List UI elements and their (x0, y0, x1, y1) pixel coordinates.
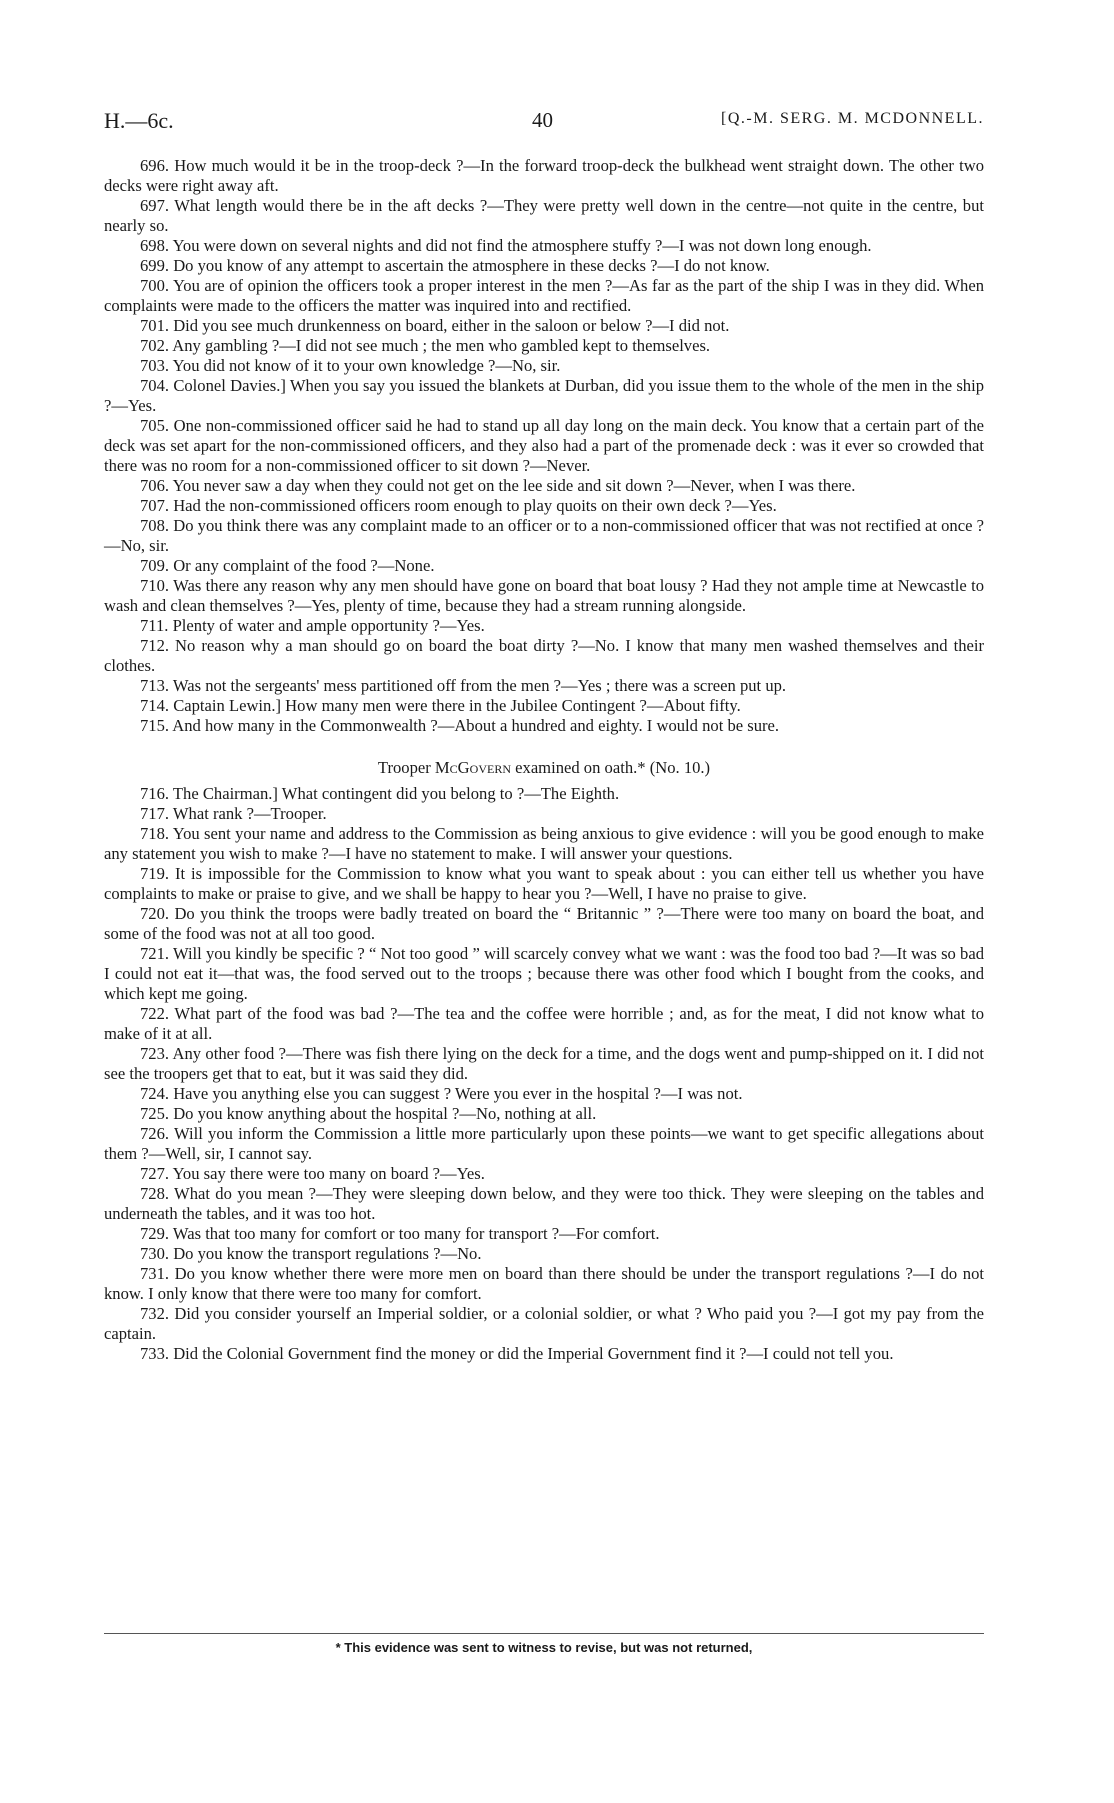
page-header (104, 108, 984, 132)
question-answer-paragraph: 723. Any other food ?—There was fish there lying on the deck for a time, and the dogs went and pump-shipped on it. I did not see the troopers get that to eat, but it was said they did. (104, 1044, 984, 1083)
question-answer-paragraph: 728. What do you mean ?—They were sleeping down below, and they were too thick. They were sleeping on the tables and underneath the tables, and it was too hot. (104, 1184, 984, 1223)
question-answer-paragraph: 731. Do you know whether there were more men on board than there should be under the transport regulations ?—I do not know. I only know that there were too many for comfort. (104, 1264, 984, 1303)
question-answer-paragraph: 713. Was not the sergeants' mess partitioned off from the men ?—Yes ; there was a screen put up. (140, 676, 787, 695)
question-answer-paragraph: 720. Do you think the troops were badly treated on board the “ Britannic ” ?—There were too many on board the boat, and some of the food was not at all too good. (104, 904, 984, 943)
evidence-body (104, 156, 984, 1364)
question-answer-paragraph: 708. Do you think there was any complaint made to an officer or to a non-commissioned officer that was not rectified at once ?—No, sir. (104, 516, 984, 555)
question-answer-paragraph: 715. And how many in the Commonwealth ?—About a hundred and eighty. I would not be sure. (140, 716, 780, 735)
question-answer-paragraph: 721. Will you kindly be specific ? “ Not too good ” will scarcely convey what we want : was the food too bad ?—It was so bad I could not eat it—that was, the food served out to the troops ; because there was other food which I bought from the cooks, and which kept me going. (104, 944, 984, 1003)
question-answer-paragraph: 701. Did you see much drunkenness on board, either in the saloon or below ?—I did not. (140, 316, 730, 335)
heading-suffix: examined on oath.* (No. 10.) (515, 758, 711, 777)
question-answer-paragraph: 719. It is impossible for the Commission to know what you want to speak about : you can either tell us whether you have complaints to make or praise to give, and we shall be happy to hear you ?—Well, I have no praise to give. (104, 864, 984, 903)
question-answer-paragraph: 704. Colonel Davies.] When you say you issued the blankets at Durban, did you issue them to the whole of the men in the ship ?—Yes. (104, 376, 984, 415)
question-answer-paragraph: 712. No reason why a man should go on board the boat dirty ?—No. I know that many men washed themselves and their clothes. (104, 636, 984, 675)
witness-heading (104, 758, 984, 778)
question-answer-paragraph: 733. Did the Colonial Government find the money or did the Imperial Government find it ?—I could not tell you. (140, 1344, 894, 1363)
question-answer-paragraph: 703. You did not know of it to your own knowledge ?—No, sir. (140, 356, 561, 375)
heading-prefix: Trooper (377, 758, 431, 777)
question-answer-paragraph: 727. You say there were too many on board ?—Yes. (140, 1164, 485, 1183)
question-answer-paragraph: 705. One non-commissioned officer said he had to stand up all day long on the main deck. You know that a certain part of the deck was set apart for the non-commissioned officers, and they also had a part of the promenade deck : was it ever so crowded that there was no room for a non-commissioned officer to sit down ?—Never. (104, 416, 984, 475)
witness-name: McGovern (434, 758, 511, 777)
question-answer-paragraph: 699. Do you know of any attempt to ascertain the atmosphere in these decks ?—I do not know. (140, 256, 770, 275)
question-answer-paragraph: 714. Captain Lewin.] How many men were there in the Jubilee Contingent ?—About fifty. (140, 696, 741, 715)
evidence-section-mcdonnell (104, 156, 984, 736)
question-answer-paragraph: 725. Do you know anything about the hospital ?—No, nothing at all. (140, 1104, 597, 1123)
question-answer-paragraph: 709. Or any complaint of the food ?—None. (140, 556, 435, 575)
document-reference: H.—6c. (104, 108, 174, 133)
question-answer-paragraph: 698. You were down on several nights and did not find the atmosphere stuffy ?—I was not down long enough. (140, 236, 872, 255)
question-answer-paragraph: 716. The Chairman.] What contingent did you belong to ?—The Eighth. (140, 784, 620, 803)
footnote-divider (104, 1633, 984, 1634)
question-answer-paragraph: 732. Did you consider yourself an Imperial soldier, or a colonial soldier, or what ? Who paid you ?—I got my pay from the captain. (104, 1304, 984, 1343)
question-answer-paragraph: 710. Was there any reason why any men should have gone on board that boat lousy ? Had they not ample time at Newcastle to wash and clean themselves ?—Yes, plenty of time, because they had a stream running alongside. (104, 576, 984, 615)
question-answer-paragraph: 696. How much would it be in the troop-deck ?—In the forward troop-deck the bulkhead went straight down. The other two decks were right away aft. (104, 156, 984, 195)
question-answer-paragraph: 697. What length would there be in the aft decks ?—They were pretty well down in the centre—not quite in the centre, but nearly so. (104, 196, 984, 235)
question-answer-paragraph: 724. Have you anything else you can suggest ? Were you ever in the hospital ?—I was not. (140, 1084, 743, 1103)
question-answer-paragraph: 711. Plenty of water and ample opportunity ?—Yes. (140, 616, 485, 635)
footnote: * This evidence was sent to witness to revise, but was not returned, (335, 1640, 753, 1655)
question-answer-paragraph: 730. Do you know the transport regulations ?—No. (140, 1244, 482, 1263)
question-answer-paragraph: 707. Had the non-commissioned officers room enough to play quoits on their own deck ?—Yes. (140, 496, 777, 515)
question-answer-paragraph: 717. What rank ?—Trooper. (140, 804, 327, 823)
page-number: 40 (532, 108, 553, 132)
question-answer-paragraph: 726. Will you inform the Commission a little more particularly upon these points—we want to get specific allegations about them ?—Well, sir, I cannot say. (104, 1124, 984, 1163)
evidence-section-mcgovern (104, 784, 984, 1364)
question-answer-paragraph: 702. Any gambling ?—I did not see much ; the men who gambled kept to themselves. (140, 336, 711, 355)
question-answer-paragraph: 722. What part of the food was bad ?—The tea and the coffee were horrible ; and, as for the meat, I did not know what to make of it at all. (104, 1004, 984, 1043)
question-answer-paragraph: 706. You never saw a day when they could not get on the lee side and sit down ?—Never, when I was there. (140, 476, 856, 495)
question-answer-paragraph: 718. You sent your name and address to the Commission as being anxious to give evidence : will you be good enough to make any statement you wish to make ?—I have no statement to make. I will answer your questions. (104, 824, 984, 863)
question-answer-paragraph: 729. Was that too many for comfort or too many for transport ?—For comfort. (140, 1224, 660, 1243)
witness-running-head: [Q.-M. SERG. M. MCDONNELL. (721, 110, 984, 127)
question-answer-paragraph: 700. You are of opinion the officers took a proper interest in the men ?—As far as the part of the ship I was in they did. When complaints were made to the officers the matter was inquired into and rectified. (104, 276, 984, 315)
